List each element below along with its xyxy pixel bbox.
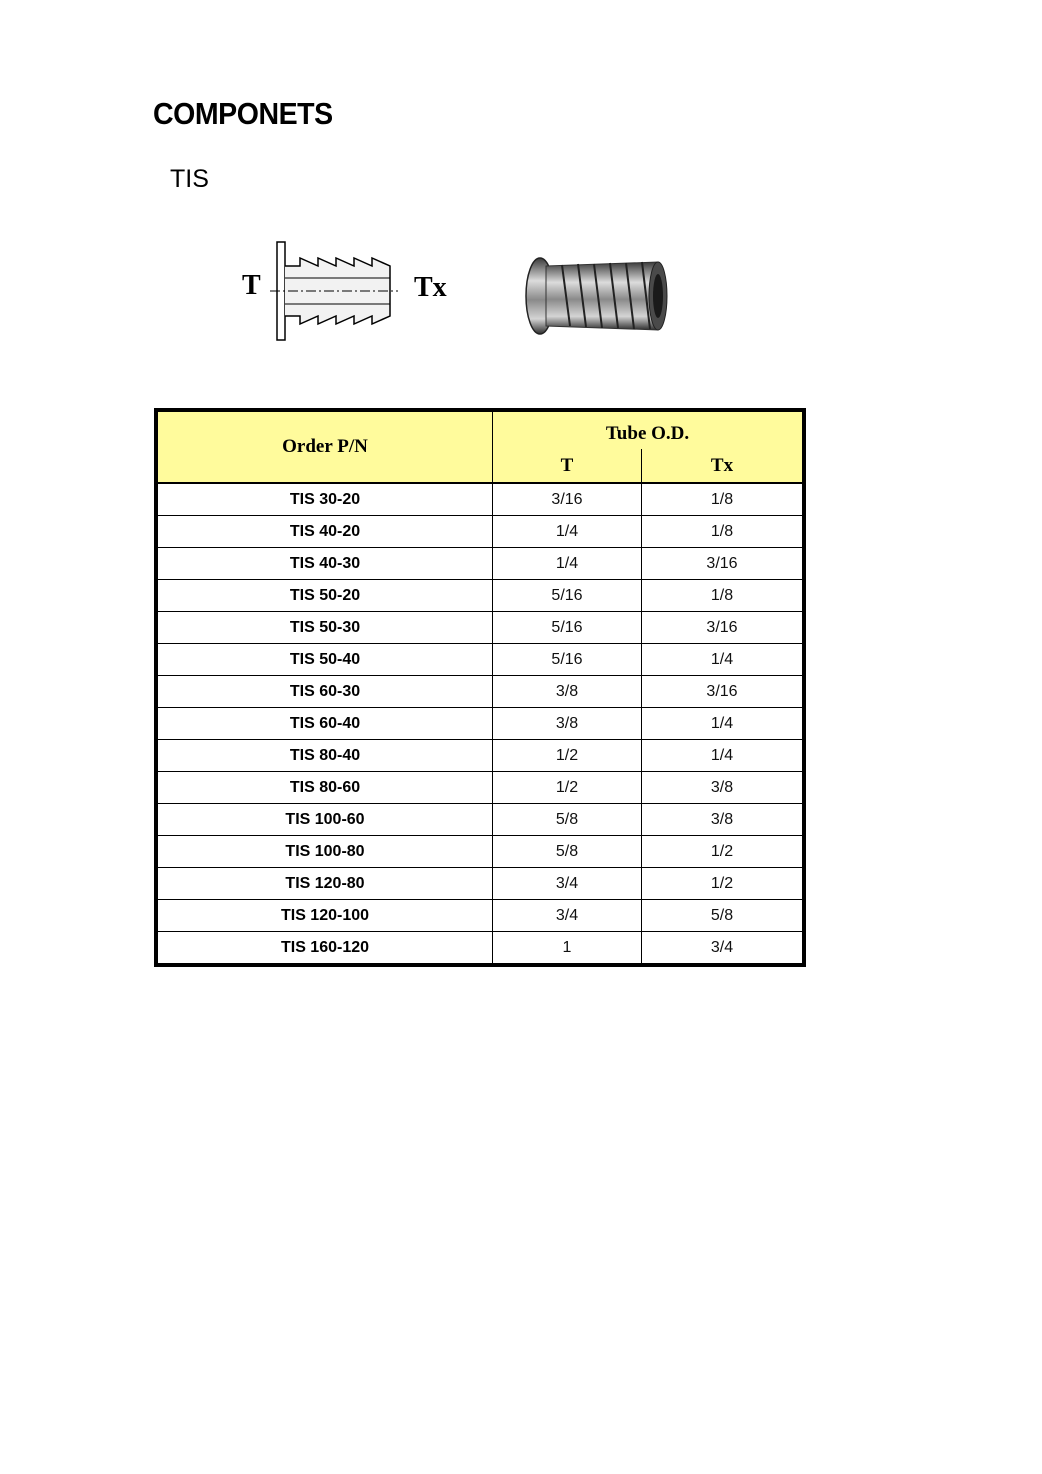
table-row	[156, 516, 804, 548]
tx-size-cell: 1/4	[642, 740, 805, 772]
t-size-cell: 3/4	[493, 900, 642, 932]
table-row	[156, 900, 804, 932]
table-row	[156, 868, 804, 900]
part-number-cell: TIS 30-20	[156, 483, 493, 516]
t-size-cell: 3/8	[493, 708, 642, 740]
tx-size-cell: 1/2	[642, 836, 805, 868]
part-number-cell: TIS 120-80	[156, 868, 493, 900]
t-size-cell: 5/16	[493, 580, 642, 612]
t-size-cell: 5/16	[493, 644, 642, 676]
t-size-cell: 3/4	[493, 868, 642, 900]
t-size-cell: 5/8	[493, 804, 642, 836]
part-number-cell: TIS 50-40	[156, 644, 493, 676]
part-number-cell: TIS 100-60	[156, 804, 493, 836]
tx-size-cell: 1/2	[642, 868, 805, 900]
tx-size-cell: 1/8	[642, 483, 805, 516]
spec-table	[154, 408, 806, 967]
tx-size-cell: 3/16	[642, 676, 805, 708]
tx-size-cell: 3/4	[642, 932, 805, 966]
table-row	[156, 932, 804, 966]
part-number-cell: TIS 60-40	[156, 708, 493, 740]
t-size-cell: 3/8	[493, 676, 642, 708]
part-number-cell: TIS 80-40	[156, 740, 493, 772]
table-row	[156, 772, 804, 804]
part-number-cell: TIS 80-60	[156, 772, 493, 804]
table-row	[156, 740, 804, 772]
t-size-cell: 1	[493, 932, 642, 966]
t-size-cell: 5/8	[493, 836, 642, 868]
table-row	[156, 708, 804, 740]
part-number-cell: TIS 40-20	[156, 516, 493, 548]
diagram-label-tx: Tx	[414, 272, 447, 303]
fitting-photo	[518, 252, 670, 340]
t-size-cell: 5/16	[493, 612, 642, 644]
tx-size-cell: 3/8	[642, 804, 805, 836]
header-tube-od-label: Tube O.D.	[605, 422, 690, 444]
t-size-cell: 1/4	[493, 548, 642, 580]
header-tx: Tx	[642, 449, 805, 483]
tx-size-cell: 5/8	[642, 900, 805, 932]
page-title: COMPONETS	[153, 96, 333, 131]
section-title: TIS	[170, 165, 209, 193]
header-order-pn: Order P/N	[156, 410, 493, 483]
fitting-schematic	[232, 236, 462, 348]
table-row	[156, 548, 804, 580]
part-number-cell: TIS 50-20	[156, 580, 493, 612]
tx-size-cell: 1/8	[642, 580, 805, 612]
table-body	[156, 483, 804, 965]
table-row	[156, 676, 804, 708]
t-size-cell: 3/16	[493, 483, 642, 516]
table-row	[156, 580, 804, 612]
table-row	[156, 644, 804, 676]
part-number-cell: TIS 40-30	[156, 548, 493, 580]
header-tube-od	[493, 410, 805, 449]
table-row	[156, 836, 804, 868]
t-size-cell: 1/2	[493, 772, 642, 804]
tx-size-cell: 3/8	[642, 772, 805, 804]
tx-size-cell: 1/4	[642, 644, 805, 676]
table-row	[156, 804, 804, 836]
part-number-cell: TIS 60-30	[156, 676, 493, 708]
t-size-cell: 1/4	[493, 516, 642, 548]
tx-size-cell: 3/16	[642, 548, 805, 580]
header-t: T	[493, 449, 642, 483]
diagram-label-t: T	[242, 270, 261, 301]
tx-size-cell: 1/8	[642, 516, 805, 548]
part-number-cell: TIS 50-30	[156, 612, 493, 644]
table-row	[156, 483, 804, 516]
part-number-cell: TIS 160-120	[156, 932, 493, 966]
tx-size-cell: 1/4	[642, 708, 805, 740]
part-number-cell: TIS 100-80	[156, 836, 493, 868]
t-size-cell: 1/2	[493, 740, 642, 772]
part-number-cell: TIS 120-100	[156, 900, 493, 932]
tx-size-cell: 3/16	[642, 612, 805, 644]
table-row	[156, 612, 804, 644]
